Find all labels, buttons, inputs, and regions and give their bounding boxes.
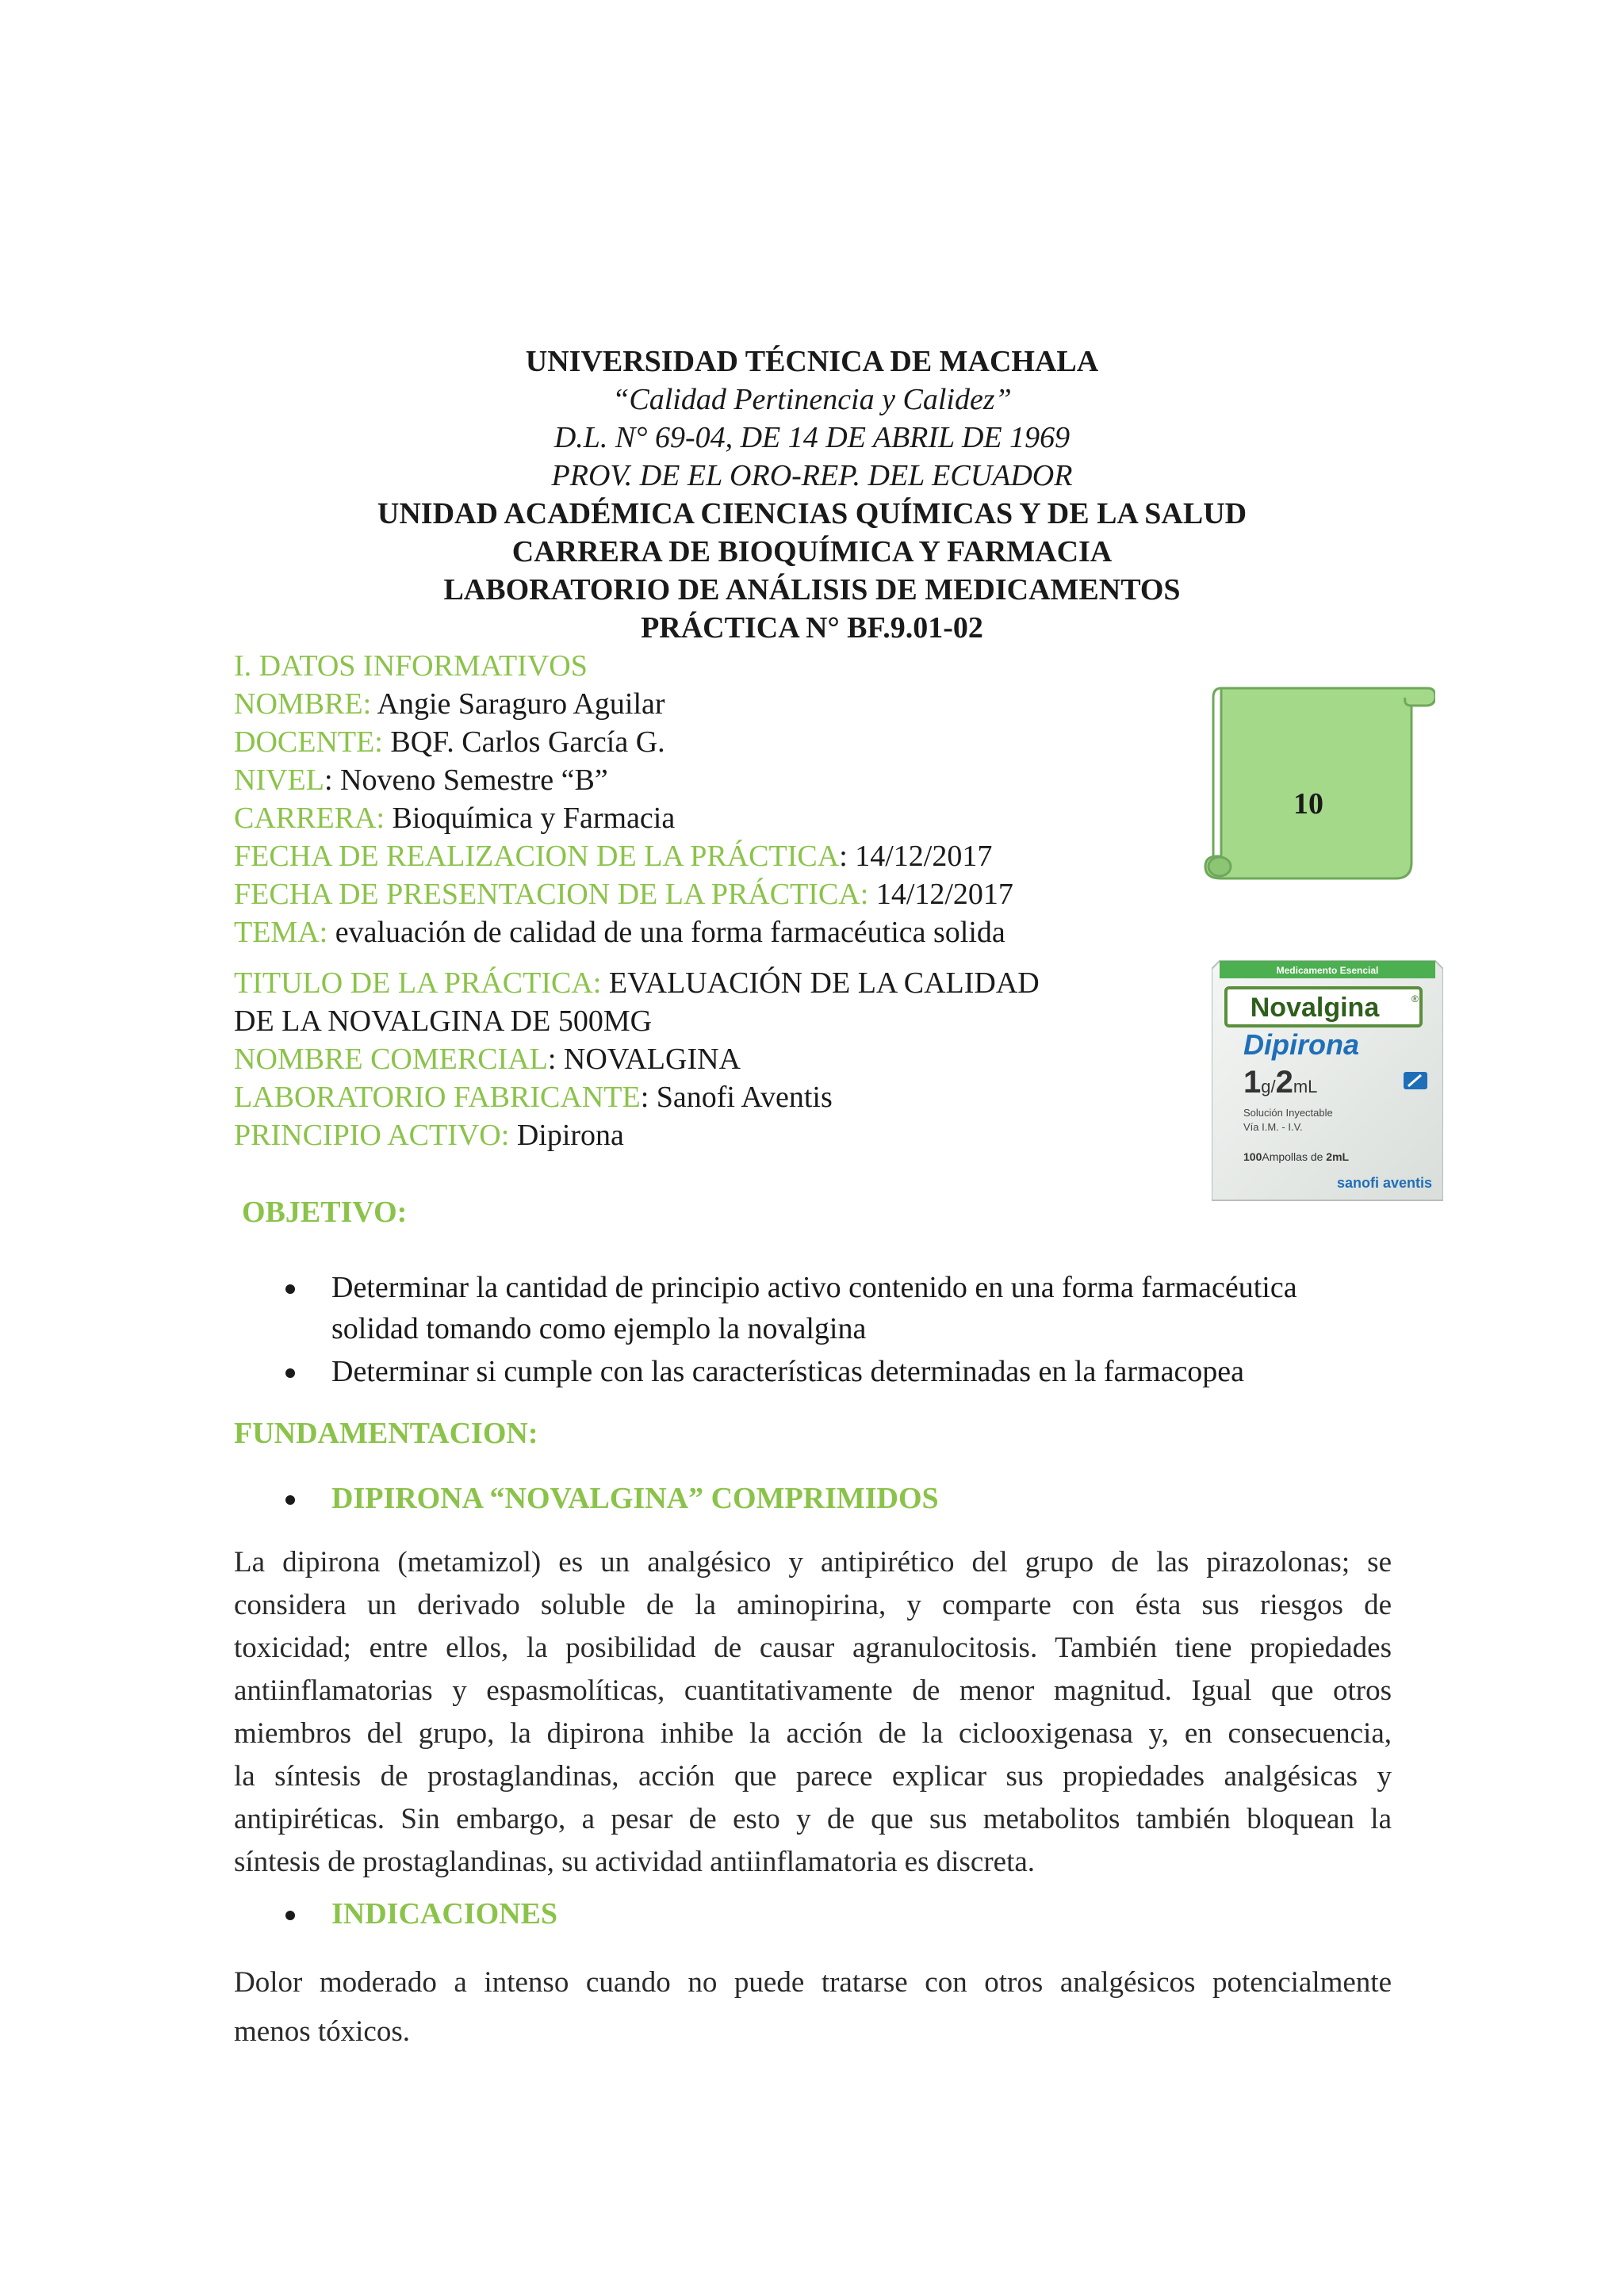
info-row-principio xyxy=(234,1116,624,1154)
info-value: BQF. Carlos García G. xyxy=(382,725,665,759)
info-label: NOMBRE: xyxy=(234,687,372,721)
info-label: LABORATORIO FABRICANTE xyxy=(234,1081,641,1114)
box-brand-text: Novalgina xyxy=(1250,993,1380,1023)
para-line: toxicidad; entre ellos, la posibilidad de causar agranulocitosis. También tiene propiedades xyxy=(234,1632,1392,1664)
info-row-carrera xyxy=(234,799,675,837)
info-row-fecha-realizacion xyxy=(234,837,992,875)
bullet-dot xyxy=(285,1284,295,1294)
box-count-num: 100 xyxy=(1243,1150,1262,1163)
bullet-dot xyxy=(285,1368,295,1378)
fundamentacion-title: FUNDAMENTACION: xyxy=(234,1417,538,1450)
info-label: FECHA DE PRESENTACION DE LA PRÁCTICA: xyxy=(234,878,869,911)
box-dose-unit: g/ xyxy=(1261,1077,1276,1096)
bullet-dot xyxy=(285,1495,295,1505)
indicaciones-subtitle: INDICACIONES xyxy=(331,1897,558,1931)
university-motto: “Calidad Pertinencia y Calidez” xyxy=(612,383,1012,416)
para-line: la síntesis de prostaglandinas, acción que parece explicar sus propiedades analgésicas y xyxy=(234,1760,1392,1793)
para-line: antipiréticas. Sin embargo, a pesar de esto y de que sus metabolitos también bloquean la xyxy=(234,1803,1392,1835)
info-value: : Sanofi Aventis xyxy=(640,1081,833,1114)
info-value: Angie Saraguro Aguilar xyxy=(371,687,665,721)
grade-value: 10 xyxy=(1293,787,1323,821)
objective-bullet-1-line-1: Determinar la cantidad de principio activo contenido en una forma farmacéutica xyxy=(331,1271,1297,1304)
info-row-nombre xyxy=(234,685,665,723)
info-label: TEMA: xyxy=(234,916,328,949)
para-line: Dolor moderado a intenso cuando no puede tratarse con otros analgésicos potencialmente xyxy=(234,1966,1392,1999)
info-label: DOCENTE: xyxy=(234,725,383,759)
info-row-titulo xyxy=(234,964,1040,1002)
info-value: : NOVALGINA xyxy=(547,1043,741,1076)
box-dose-num: 1 xyxy=(1243,1065,1262,1100)
para-line: La dipirona (metamizol) es un analgésico y antipirético del grupo de las pirazolonas; se xyxy=(234,1546,1392,1578)
box-count-vol: 2mL xyxy=(1326,1150,1350,1163)
bullet-dot xyxy=(285,1911,295,1920)
academic-unit: UNIDAD ACADÉMICA CIENCIAS QUÍMICAS Y DE LA SALUD xyxy=(377,497,1247,530)
para-line: antiinflamatorias y espasmolíticas, cuantitativamente de menor magnitud. Igual que otros xyxy=(234,1674,1392,1707)
info-row-tema xyxy=(234,913,1005,951)
info-label: NIVEL xyxy=(234,763,324,797)
province-line: PROV. DE EL ORO-REP. DEL ECUADOR xyxy=(551,459,1073,492)
box-count-text xyxy=(1243,1150,1350,1163)
lab-line: LABORATORIO DE ANÁLISIS DE MEDICAMENTOS xyxy=(443,573,1181,607)
objective-bullet-1-line-2: solidad tomando como ejemplo la novalgina xyxy=(331,1312,867,1345)
box-dose-unit: mL xyxy=(1293,1077,1318,1096)
info-row-nombre-comercial xyxy=(234,1040,741,1078)
practice-number: PRÁCTICA N° BF.9.01-02 xyxy=(641,611,983,645)
info-label: PRINCIPIO ACTIVO: xyxy=(234,1119,510,1152)
box-count-label: Ampollas de xyxy=(1262,1150,1327,1163)
info-value: Dipirona xyxy=(509,1119,624,1152)
box-dose-num: 2 xyxy=(1275,1065,1293,1100)
info-label: CARRERA: xyxy=(234,802,385,835)
info-row-docente xyxy=(234,723,665,761)
box-top-band-text: Medicamento Esencial xyxy=(1276,965,1379,976)
box-maker-text: sanofi aventis xyxy=(1336,1175,1432,1191)
decree-line: D.L. N° 69-04, DE 14 DE ABRIL DE 1969 xyxy=(553,421,1071,454)
grade-scroll-shape xyxy=(1197,672,1435,886)
info-value: : Noveno Semestre “B” xyxy=(324,763,608,797)
info-label: TITULO DE LA PRÁCTICA: xyxy=(234,966,602,1000)
para-line: menos tóxicos. xyxy=(234,2015,410,2048)
box-generic-text: Dipirona xyxy=(1243,1028,1360,1061)
career-line: CARRERA DE BIOQUÍMICA Y FARMACIA xyxy=(511,535,1113,568)
box-registered-mark: ® xyxy=(1411,993,1419,1004)
dipirona-paragraph xyxy=(234,1541,1392,1884)
info-value: 14/12/2017 xyxy=(868,878,1013,911)
objective-bullet-2: Determinar si cumple con las características determinadas en la farmacopea xyxy=(331,1355,1245,1388)
box-desc-line: Solución Inyectable xyxy=(1243,1107,1333,1119)
section-title-datos: I. DATOS INFORMATIVOS xyxy=(234,649,588,683)
info-row-nivel xyxy=(234,761,608,799)
info-label: FECHA DE REALIZACION DE LA PRÁCTICA xyxy=(234,840,840,873)
info-value: EVALUACIÓN DE LA CALIDAD xyxy=(601,966,1040,1000)
box-desc-line: Vía I.M. - I.V. xyxy=(1243,1121,1303,1133)
info-value: evaluación de calidad de una forma farmacéutica solida xyxy=(327,916,1005,949)
university-name: UNIVERSIDAD TÉCNICA DE MACHALA xyxy=(525,345,1099,378)
info-row-laboratorio xyxy=(234,1078,833,1116)
para-line: síntesis de prostaglandinas, su actividad antiinflamatoria es discreta. xyxy=(234,1846,1036,1878)
info-row-titulo-cont: DE LA NOVALGINA DE 500MG xyxy=(234,1004,653,1038)
info-label: NOMBRE COMERCIAL xyxy=(234,1043,548,1076)
info-value: : 14/12/2017 xyxy=(839,840,993,873)
objective-title: OBJETIVO: xyxy=(242,1196,408,1229)
dipirona-subtitle: DIPIRONA “NOVALGINA” COMPRIMIDOS xyxy=(331,1482,939,1515)
info-row-fecha-presentacion xyxy=(234,875,1013,913)
info-value: Bioquímica y Farmacia xyxy=(385,802,676,835)
novalgina-product-image xyxy=(1212,953,1443,1213)
para-line: miembros del grupo, la dipirona inhibe la acción de la ciclooxigenasa y, en consecuencia, xyxy=(234,1717,1392,1750)
indicaciones-paragraph xyxy=(234,1958,1392,2057)
para-line: considera un derivado soluble de la aminopirina, y comparte con ésta sus riesgos de xyxy=(234,1589,1392,1621)
